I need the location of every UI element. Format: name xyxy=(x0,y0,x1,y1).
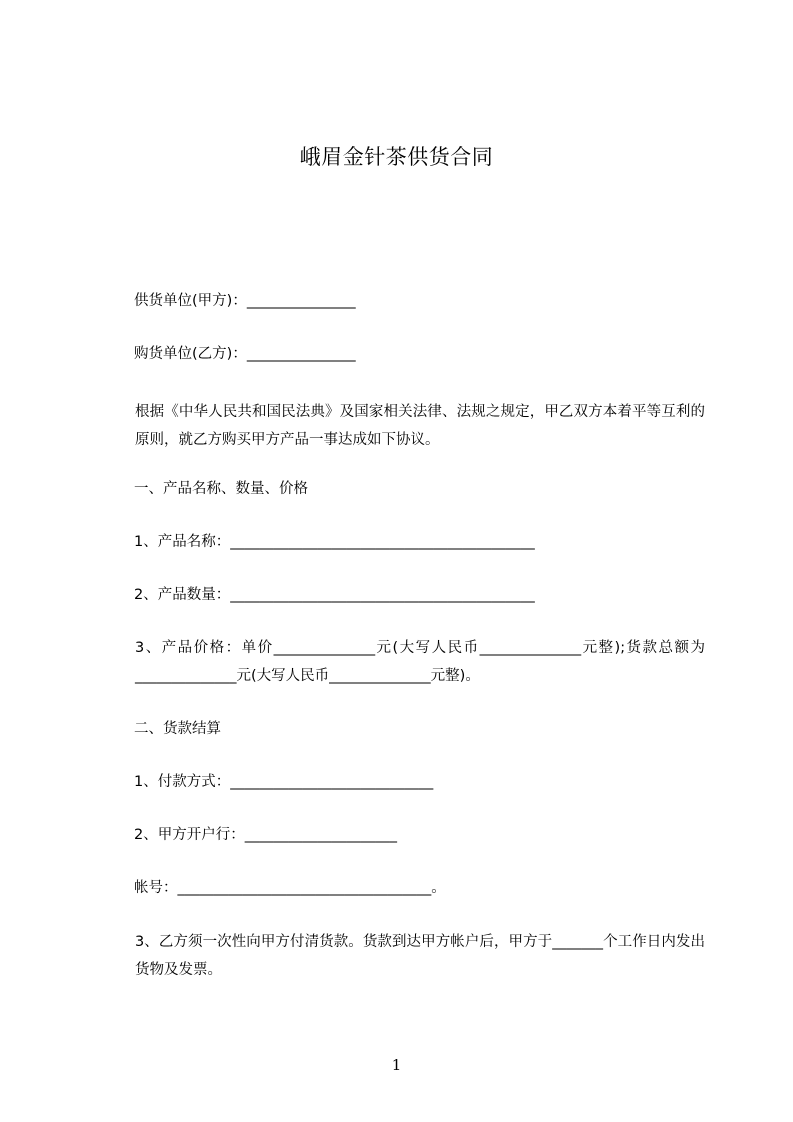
supplier-line: 供货单位(甲方)：_______________ xyxy=(134,293,356,309)
product-name-line: 1、产品名称：__________________________________________ xyxy=(134,534,535,550)
payment-terms-text: 3、乙方须一次性向甲方付清货款。货款到达甲方帐户后，甲方于_______个工作日内发出货物及发票。 xyxy=(135,934,705,978)
buyer-line: 购货单位(乙方)：_______________ xyxy=(134,346,356,362)
section-2-heading: 二、货款结算 xyxy=(134,721,221,737)
product-price-paragraph xyxy=(105,634,705,690)
section-1-heading: 一、产品名称、数量、价格 xyxy=(134,481,308,497)
product-quantity-line: 2、产品数量：__________________________________________ xyxy=(134,587,535,603)
intro-paragraph-text: 根据《中华人民共和国民法典》及国家相关法律、法规之规定，甲乙双方本着平等互利的原则，就乙方购买甲方产品一事达成如下协议。 xyxy=(135,404,705,448)
product-price-text: 3、产品价格：单价______________元(大写人民币______________元整);货款总额为______________元(大写人民币______________元整)。 xyxy=(135,640,705,684)
account-line: 帐号：___________________________________。 xyxy=(134,880,446,896)
page-number: 1 xyxy=(391,1056,402,1074)
intro-paragraph xyxy=(105,398,705,454)
payment-method-line: 1、付款方式：____________________________ xyxy=(134,774,434,790)
payment-terms-paragraph xyxy=(105,928,705,984)
bank-line: 2、甲方开户行：_____________________ xyxy=(134,827,397,843)
document-title: 峨眉金针茶供货合同 xyxy=(299,145,494,169)
